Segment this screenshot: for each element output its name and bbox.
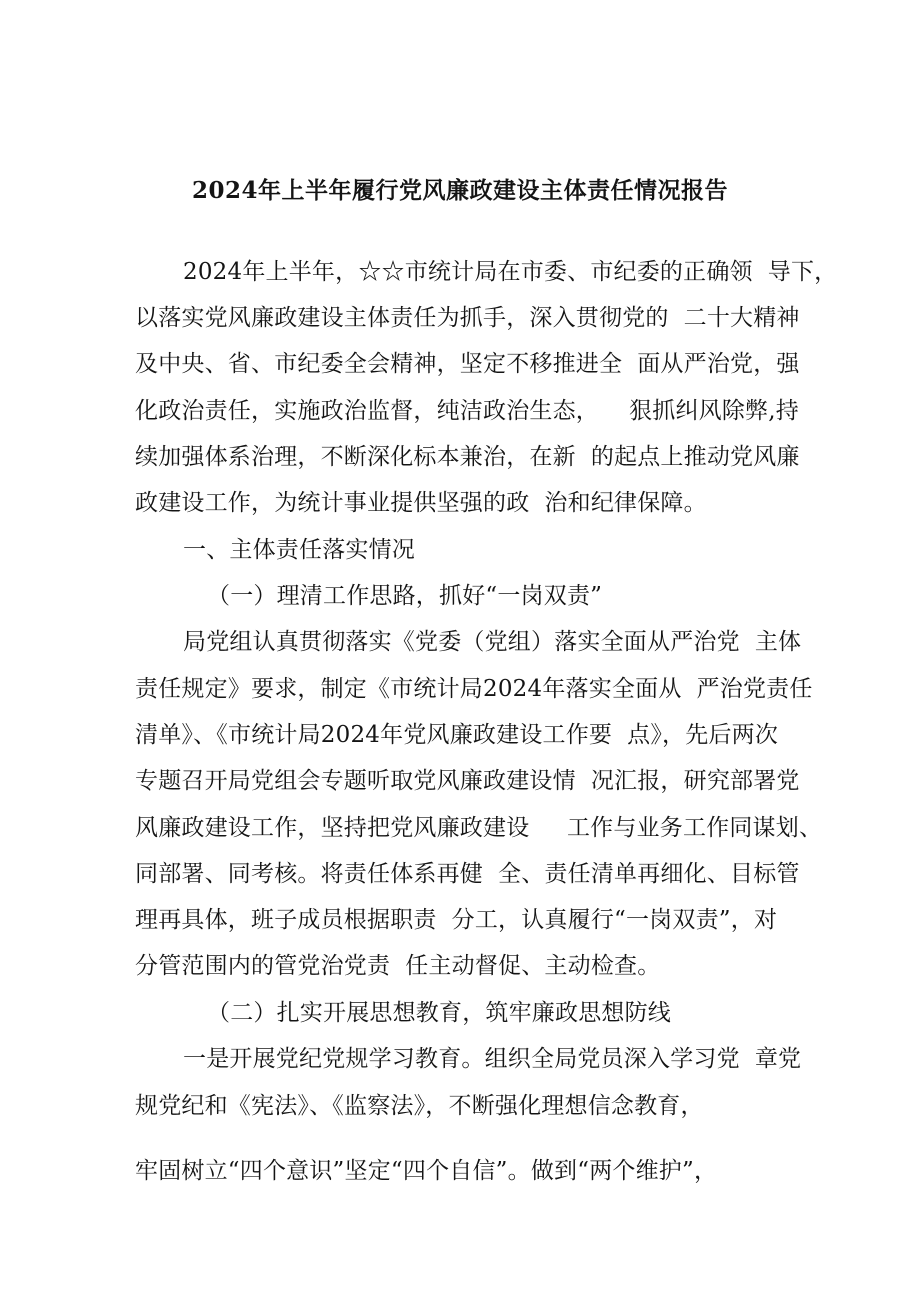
subsection-heading-2: （二）扎实开展思想教育，筑牢廉政思想防线 (207, 1000, 671, 1026)
paragraph-line-13: 理再具体，班子成员根据职责 分工，认真履行“一岗双责”，对 (135, 907, 778, 933)
paragraph-line-9: 清单》、《市统计局2024年党风廉政建设工作要 点》，先后两次 (135, 722, 779, 748)
paragraph-line-4: 化政治责任，实施政治监督，纯洁政治生态， 狠抓纠风除弊,持 (135, 398, 799, 424)
document-title: 2024年上半年履行党风廉政建设主体责任情况报告 (191, 177, 728, 204)
paragraph-line-17: 牢固树立“四个意识”坚定“四个自信”。做到“两个维护”， (135, 1158, 718, 1184)
paragraph-line-7: 局党组认真贯彻落实《党委（党组）落实全面从严治党 主体 (183, 629, 802, 655)
paragraph-line-12: 同部署、同考核。将责任体系再健 全、责任清单再细化、目标管 (135, 861, 800, 887)
paragraph-line-16: 规党纪和《宪法》、《监察法》，不断强化理想信念教育， (135, 1093, 704, 1119)
paragraph-line-1: 2024年上半年，☆☆市统计局在市委、市纪委的正确领 导下， (183, 259, 838, 285)
paragraph-line-2: 以落实党风廉政建设主体责任为抓手，深入贯彻党的 二十大精神 (135, 305, 800, 331)
subsection-heading-1: （一）理清工作思路，抓好“一岗双责” (207, 583, 603, 609)
paragraph-line-8: 责任规定》要求，制定《市统计局2024年落实全面从 严治党责任 (135, 676, 813, 702)
paragraph-line-14: 分管范围内的管党治党责 任主动督促、主动检查。 (135, 953, 661, 979)
paragraph-line-10: 专题召开局党组会专题听取党风廉政建设情 况汇报，研究部署党 (135, 768, 800, 794)
paragraph-line-11: 风廉政建设工作，坚持把党风廉政建设 工作与业务工作同谋划、 (135, 815, 823, 841)
paragraph-line-3: 及中央、省、市纪委全会精神，坚定不移推进全 面从严治党，强 (135, 351, 800, 377)
paragraph-line-15: 一是开展党纪党规学习教育。组织全局党员深入学习党 章党 (183, 1046, 802, 1072)
paragraph-line-6: 政建设工作，为统计事业提供坚强的政 治和纪律保障。 (135, 490, 707, 516)
paragraph-line-5: 续加强体系治理，不断深化标本兼治，在新 的起点上推动党风廉 (135, 444, 800, 470)
section-heading-1: 一、主体责任落实情况 (183, 537, 415, 563)
